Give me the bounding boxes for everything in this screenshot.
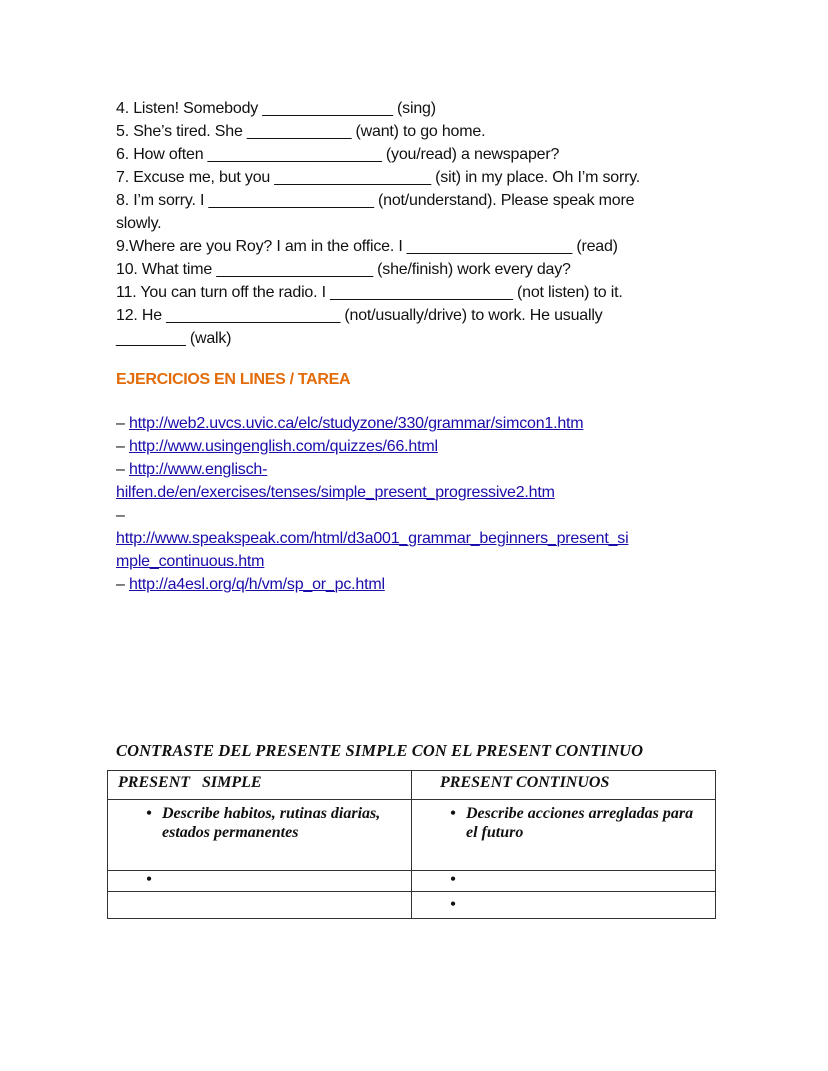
exercise-4: 4. Listen! Somebody _______________ (sing) <box>116 100 436 117</box>
link-list <box>116 412 716 596</box>
bullet: • <box>450 871 456 888</box>
exercise-12-cont: ________ (walk) <box>116 330 232 347</box>
exercise-8: 8. I’m sorry. I ___________________ (not/understand). Please speak more <box>116 192 635 209</box>
dash: – <box>116 461 125 478</box>
simple-description: Describe habitos, rutinas diarias, estados permanentes <box>162 805 381 841</box>
exercise-8-cont: slowly. <box>116 215 162 232</box>
header-present-simple: PRESENT SIMPLE <box>108 771 412 800</box>
table-header-row <box>108 771 716 800</box>
exercise-12: 12. He ____________________ (not/usually/drive) to work. He usually <box>116 307 603 324</box>
link-speakspeak[interactable]: http://www.speakspeak.com/html/d3a001_grammar_beginners_present_si <box>116 530 629 547</box>
bullet: • <box>450 896 456 913</box>
table-row <box>108 800 716 871</box>
bullet: • <box>146 805 152 822</box>
contrast-table <box>107 770 716 919</box>
table-row <box>108 871 716 892</box>
link-a4esl[interactable]: http://a4esl.org/q/h/vm/sp_or_pc.html <box>128 576 385 593</box>
exercise-10: 10. What time __________________ (she/finish) work every day? <box>116 261 571 278</box>
header-present-continuous: PRESENT CONTINUOS <box>412 771 716 800</box>
link-englisch-hilfen[interactable]: http://www.englisch- <box>128 461 268 478</box>
table-title: CONTRASTE DEL PRESENTE SIMPLE CON EL PRESENT CONTINUO <box>116 741 644 760</box>
section-heading: EJERCICIOS EN LINES / TAREA <box>116 371 351 388</box>
dash: – <box>116 576 125 593</box>
bullet: • <box>146 871 152 888</box>
exercise-5: 5. She’s tired. She ____________ (want) to go home. <box>116 123 486 140</box>
link-speakspeak-cont[interactable]: mple_continuous.htm <box>116 553 265 570</box>
dash: – <box>116 415 125 432</box>
exercise-list <box>116 97 716 350</box>
exercise-6: 6. How often ____________________ (you/read) a newspaper? <box>116 146 560 163</box>
continuous-description: Describe acciones arregladas para el futuro <box>466 805 694 841</box>
dash: – <box>116 507 125 524</box>
link-usingenglish[interactable]: http://www.usingenglish.com/quizzes/66.html <box>128 438 438 455</box>
link-englisch-hilfen-cont[interactable]: hilfen.de/en/exercises/tenses/simple_present_progressive2.htm <box>116 484 555 501</box>
exercise-9: 9.Where are you Roy? I am in the office. I ___________________ (read) <box>116 238 618 255</box>
bullet: • <box>450 805 456 822</box>
exercise-11: 11. You can turn off the radio. I _____________________ (not listen) to it. <box>116 284 623 301</box>
exercise-7: 7. Excuse me, but you __________________ (sit) in my place. Oh I’m sorry. <box>116 169 641 186</box>
link-uvic[interactable]: http://web2.uvcs.uvic.ca/elc/studyzone/330/grammar/simcon1.htm <box>128 415 584 432</box>
table-row <box>108 892 716 919</box>
dash: – <box>116 438 125 455</box>
